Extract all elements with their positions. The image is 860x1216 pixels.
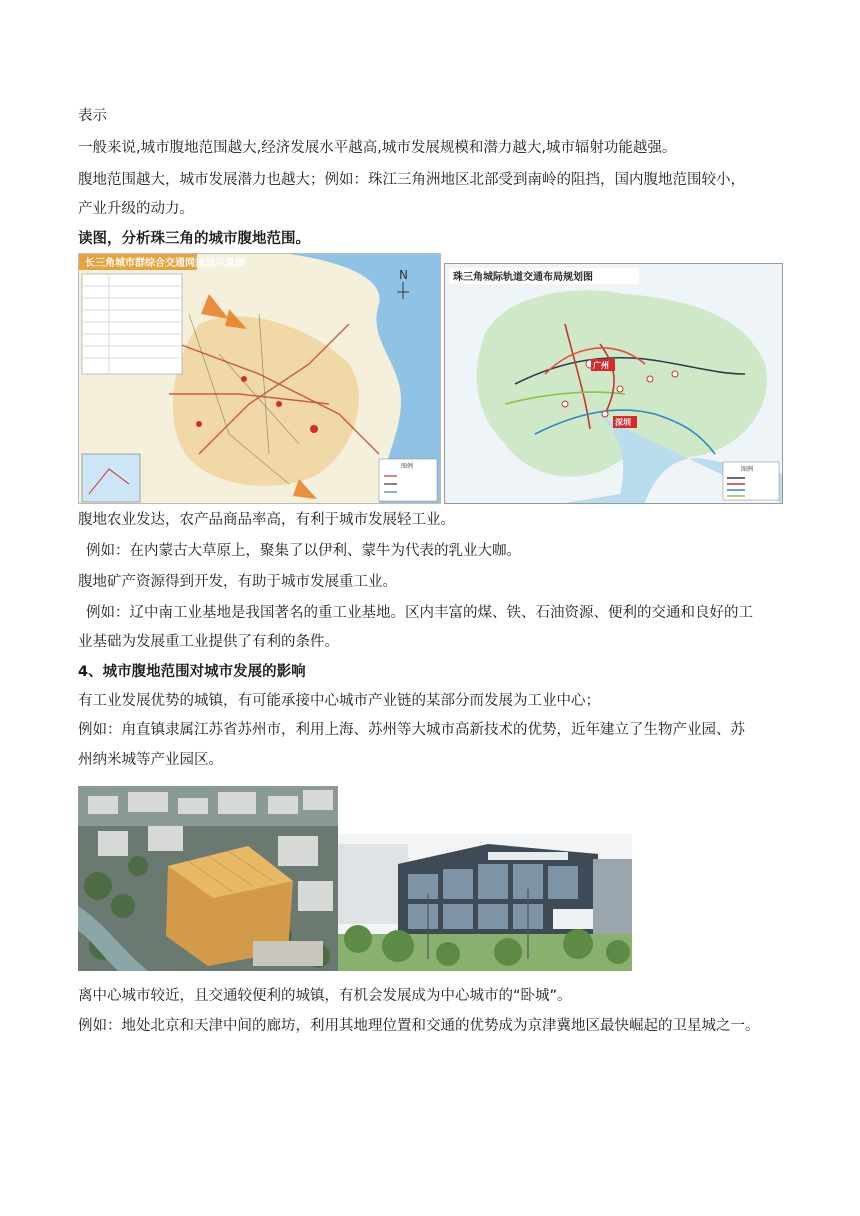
industrial-park-aerial-photo <box>78 786 338 971</box>
nano-city-building-photo <box>338 834 632 971</box>
paragraph-8-cont: 业基础为发展重工业提供了有利的条件。 <box>78 634 339 650</box>
map-left-title: 长三角城市群综合交通网规划示意图 <box>85 258 245 269</box>
paragraph-1: 表示 <box>78 108 107 124</box>
map-right-legend: 图例 <box>741 466 754 473</box>
pearl-delta-rail-map <box>444 263 783 504</box>
paragraph-3: 腹地范围越大，城市发展潜力也越大；例如：珠江三角洲地区北部受到南岭的阻挡，国内腹地范围较小， <box>78 172 745 188</box>
map-right-title: 珠三角城际轨道交通布局规划图 <box>453 272 593 283</box>
section-heading-4: 4、城市腹地范围对城市发展的影响 <box>78 664 306 680</box>
paragraph-2: 一般来说,城市腹地范围越大,经济发展水平越高,城市发展规模和潜力越大,城市辐射功能越强。 <box>78 140 677 156</box>
svg-text:N: N <box>399 268 408 282</box>
map-left-legend: 图例 <box>401 463 414 470</box>
paragraph-11-cont: 州纳米城等产业园区。 <box>78 752 223 768</box>
paragraph-11: 例如：甪直镇隶属江苏省苏州市，利用上海、苏州等大城市高新技术的优势，近年建立了生物产业园、苏 <box>78 722 745 738</box>
paragraph-14: 例如：地处北京和天津中间的廊坊，利用其地理位置和交通的优势成为京津冀地区最快崛起的卫星城之一。 <box>78 1018 760 1034</box>
paragraph-10: 有工业发展优势的城镇，有可能承接中心城市产业链的某部分而发展为工业中心； <box>78 693 600 709</box>
map-right-city-shenzhen: 深圳 <box>615 418 631 427</box>
paragraph-5: 腹地农业发达，农产品商品率高，有利于城市发展轻工业。 <box>78 512 455 528</box>
paragraph-13: 离中心城市较近，且交通较便利的城镇，有机会发展成为中心城市的“卧城”。 <box>78 988 572 1004</box>
map-right-city-guangzhou: 广州 <box>593 361 609 370</box>
paragraph-8: 例如：辽中南工业基地是我国著名的重工业基地。区内丰富的煤、铁、石油资源、便利的交通和良好的工 <box>86 605 753 621</box>
paragraph-6: 例如：在内蒙古大草原上，聚集了以伊利、蒙牛为代表的乳业大咖。 <box>86 543 521 559</box>
paragraph-3-cont: 产业升级的动力。 <box>78 201 194 217</box>
paragraph-7: 腹地矿产资源得到开发，有助于城市发展重工业。 <box>78 574 397 590</box>
section-heading-read-map: 读图，分析珠三角的城市腹地范围。 <box>78 231 310 247</box>
yangtze-delta-transport-map <box>78 253 441 504</box>
